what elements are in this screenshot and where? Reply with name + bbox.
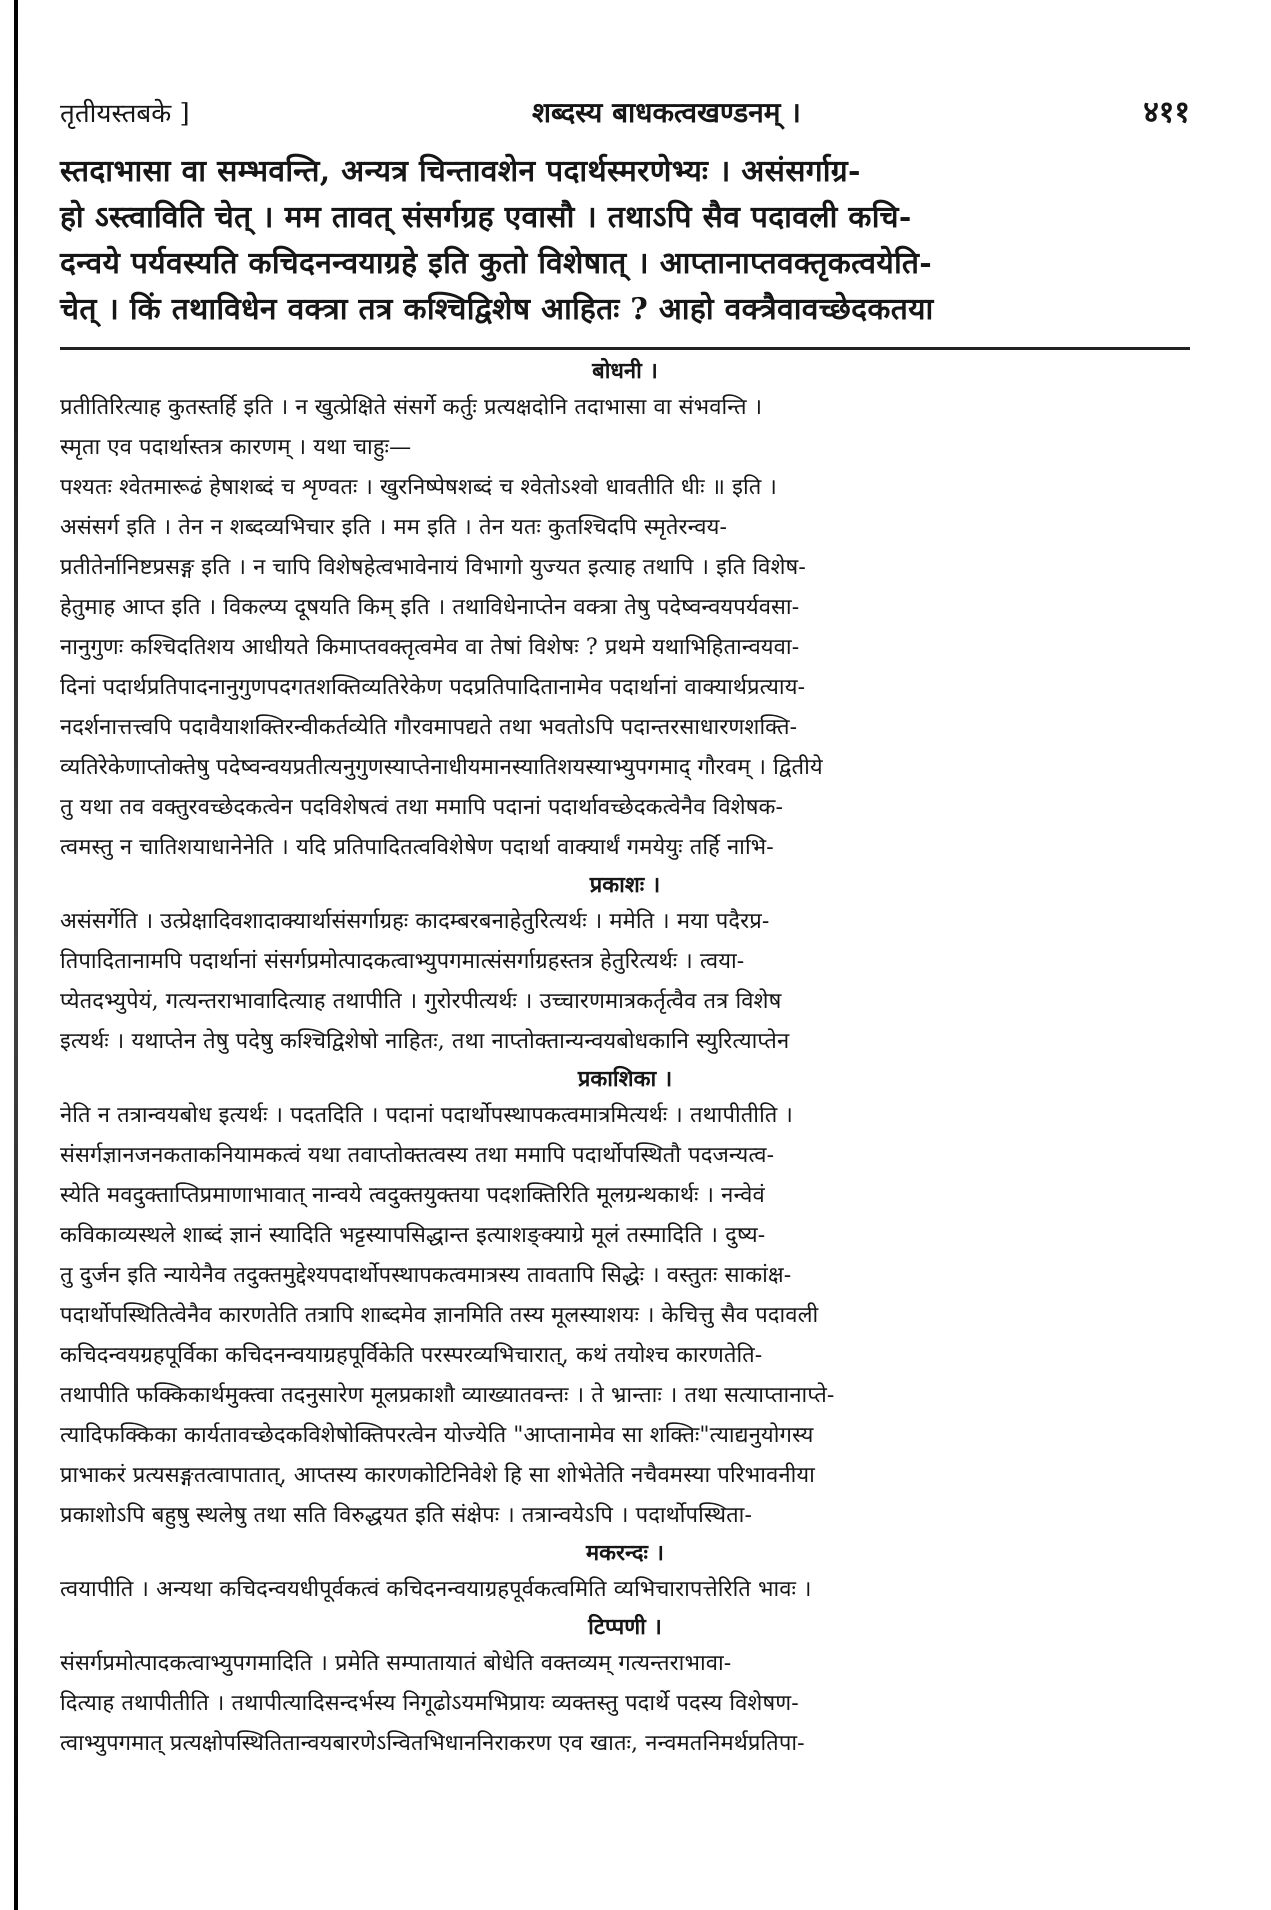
comm-line: नेति न तत्रान्वयबोध इत्यर्थः । पदतदिति । पदानां पदार्थोपस्थापकत्वमात्रमित्यर्थः । तथापीतीति । <box>60 1103 793 1128</box>
comm-line: दित्याह तथापीतीति । तथापीत्यादिसन्दर्भस्य निगूढोऽयमभिप्रायः व्यक्तस्तु पदार्थे पदस्य विशेषण- <box>60 1691 799 1716</box>
main-text <box>60 149 1190 333</box>
comm-line: नानुगुणः कश्चिदतिशय आधीयते किमाप्तवक्तृत्वमेव वा तेषां विशेषः ? प्रथमे यथाभिहितान्वयवा- <box>60 635 800 660</box>
commentary-prakashika <box>60 1064 1190 1536</box>
main-line: दन्वये पर्यवस्यति कचिदनन्वयाग्रहे इति कुतो विशेषात् । आप्तानाप्तवक्तृकत्वयेति- <box>60 246 932 281</box>
comm-line: स्मृता एव पदार्थास्तत्र कारणम् । यथा चाहुः— <box>60 435 412 460</box>
comm-line: कविकाव्यस्थले शाब्दं ज्ञानं स्यादिति भट्टस्यापसिद्धान्त इत्याशङ्क्याग्रे मूलं तस्मादिति । दुष्य- <box>60 1223 766 1248</box>
comm-line: तिपादितानामपि पदार्थानां संसर्गप्रमोत्पादकत्वाभ्युपगमात्संसर्गाग्रहस्तत्र हेतुरित्यर्थः । त्वया- <box>60 949 745 974</box>
page-binding-edge <box>14 0 18 1910</box>
comm-line: कचिदन्वयग्रहपूर्विका कचिदनन्वयाग्रहपूर्विकेति परस्परव्यभिचारात्, कथं तयोश्च कारणतेति- <box>60 1343 763 1368</box>
comm-line: पदार्थोपस्थितित्वेनैव कारणतेति तत्रापि शाब्दमेव ज्ञानमिति तस्य मूलस्याशयः । केचित्तु सैव पदावली <box>60 1303 819 1328</box>
comm-line: असंसर्गेति । उत्प्रेक्षादिवशादाक्यार्थासंसर्गाग्रहः कादम्बरबनाहेतुरित्यर्थः । ममेति । मया पदैरप्र- <box>60 909 770 934</box>
section-title: मकरन्दः । <box>586 1540 664 1566</box>
comm-line: प्राभाकरं प्रत्यसङ्गतत्वापातात्, आप्तस्य कारणकोटिनिवेशे हि सा शोभेतेति नचैवमस्या परिभावनीया <box>60 1463 815 1488</box>
running-header <box>60 90 1190 131</box>
comm-line: त्वयापीति । अन्यथा कचिदन्वयधीपूर्वकत्वं कचिदनन्वयाग्रहपूर्वकत्वमिति व्यभिचारापत्तेरिति भावः । <box>60 1577 812 1602</box>
commentary-prakasha <box>60 870 1190 1062</box>
comm-line: स्येति मवदुक्ताप्तिप्रमाणाभावात् नान्वये त्वदुक्तयुक्तया पदशक्तिरिति मूलग्रन्थकार्थः । नन्वेवं <box>60 1183 765 1208</box>
comm-line: प्रकाशोऽपि बहुषु स्थलेषु तथा सति विरुद्धयत इति संक्षेपः । तत्रान्वयेऽपि । पदार्थोपस्थिता- <box>60 1503 752 1528</box>
comm-line: दिनां पदार्थप्रतिपादनानुगुणपदगतशक्तिव्यतिरेकेण पदप्रतिपादितानामेव पदार्थानां वाक्यार्थप्रत्याय- <box>60 675 806 700</box>
divider-rule <box>60 347 1190 350</box>
commentary-makaranda <box>60 1538 1190 1610</box>
header-chapter: तृतीयस्तबके ] <box>60 99 190 129</box>
main-line: स्तदाभासा वा सम्भवन्ति, अन्यत्र चिन्तावशेन पदार्थस्मरणेभ्यः । असंसर्गाग्र- <box>60 154 861 189</box>
scanned-page <box>60 90 1190 1890</box>
section-title: टिप्पणी । <box>588 1614 662 1640</box>
comm-line: संसर्गज्ञानजनकताकनियामकत्वं यथा तवाप्तोक्तत्वस्य तथा ममापि पदार्थोपस्थितौ पदजन्यत्व- <box>60 1143 775 1168</box>
header-title: शब्दस्य बाधकत्वखण्डनम् । <box>531 96 801 129</box>
commentary-bodhani <box>60 356 1190 868</box>
comm-line: त्वाभ्युपगमात् प्रत्यक्षोपस्थितितान्वयबारणेऽन्वितभिधाननिराकरण एव खातः, नन्वमतनिमर्थप्रतिपा- <box>60 1731 805 1756</box>
main-line: चेत् । किं तथाविधेन वक्त्रा तत्र कश्चिद्विशेष आहितः ? आहो वक्त्रैवावच्छेदकतया <box>60 292 934 327</box>
comm-line: तु यथा तव वक्तुरवच्छेदकत्वेन पदविशेषत्वं तथा ममापि पदानां पदार्थावच्छेदकत्वेनैव विशेषक- <box>60 795 784 820</box>
comm-line: हेतुमाह आप्त इति । विकल्प्य दूषयति किम् इति । तथाविधेनाप्तेन वक्त्रा तेषु पदेष्वन्वयपर्यवसा- <box>60 595 800 620</box>
comm-line: प्येतदभ्युपेयं, गत्यन्तराभावादित्याह तथापीति । गुरोरपीत्यर्थः । उच्चारणमात्रकर्तृत्वैव तत्र विशेष <box>60 989 782 1014</box>
comm-line: त्यादिफक्किका कार्यतावच्छेदकविशेषोक्तिपरत्वेन योज्येति "आप्तानामेव सा शक्तिः"त्याद्यनुयोगस्य <box>60 1423 814 1448</box>
comm-line: व्यतिरेकेणाप्तोक्तेषु पदेष्वन्वयप्रतीत्यनुगुणस्याप्तेनाधीयमानस्यातिशयस्याभ्युपगमाद् गौरवम् । द्वितीये <box>60 755 823 780</box>
section-title: प्रकाशिका । <box>577 1066 673 1092</box>
comm-line: प्रतीतेर्नानिष्टप्रसङ्ग इति । न चापि विशेषहेत्वभावेनायं विभागो युज्यत इत्याह तथापि । इति विशेष- <box>60 555 806 580</box>
commentary-tippani <box>60 1612 1190 1764</box>
section-title: प्रकाशः । <box>589 872 661 898</box>
comm-line: इत्यर्थः । यथाप्तेन तेषु पदेषु कश्चिद्विशेषो नाहितः, तथा नाप्तोक्तान्यन्वयबोधकानि स्युरित्याप्तेन <box>60 1029 790 1054</box>
section-title: बोधनी । <box>592 358 658 384</box>
comm-line: नदर्शनात्तत्त्वपि पदावैयाशक्तिरन्वीकर्तव्येति गौरवमापद्यते तथा भवतोऽपि पदान्तरसाधारणशक्ति- <box>60 715 798 740</box>
comm-line: प्रतीतिरित्याह कुतस्तर्हि इति । न खुत्प्रेक्षिते संसर्गे कर्तुः प्रत्यक्षदोनि तदाभासा वा संभवन्ति । <box>60 395 763 420</box>
comm-line: संसर्गप्रमोत्पादकत्वाभ्युपगमादिति । प्रमेति सम्पातायातं बोधेति वक्तव्यम् गत्यन्तराभावा- <box>60 1651 732 1676</box>
page-number: ४११ <box>1143 95 1190 130</box>
comm-line: तु दुर्जन इति न्यायेनैव तदुक्तमुद्देश्यपदार्थोपस्थापकत्वमात्रस्य तावतापि सिद्धेः । वस्तुतः साकांक्ष- <box>60 1263 792 1288</box>
comm-line: त्वमस्तु न चातिशयाधानेनेति । यदि प्रतिपादितत्वविशेषेण पदार्था वाक्यार्थं गमयेयुः तर्हि नाभि- <box>60 835 774 860</box>
comm-line: पश्यतः श्वेतमारूढं हेषाशब्दं च शृण्वतः । खुरनिष्पेषशब्दं च श्वेतोऽश्वो धावतीति धीः ॥ इति । <box>60 475 777 500</box>
main-line: हो ऽस्त्वाविति चेत् । मम तावत् संसर्गग्रह एवासौ । तथाऽपि सैव पदावली कचि- <box>60 200 912 235</box>
comm-line: असंसर्ग इति । तेन न शब्दव्यभिचार इति । मम इति । तेन यतः कुतश्चिदपि स्मृतेरन्वय- <box>60 515 728 540</box>
comm-line: तथापीति फक्किकार्थमुक्त्वा तदनुसारेण मूलप्रकाशौ व्याख्यातवन्तः । ते भ्रान्ताः । तथा सत्याप्तानाप्ते- <box>60 1383 835 1408</box>
